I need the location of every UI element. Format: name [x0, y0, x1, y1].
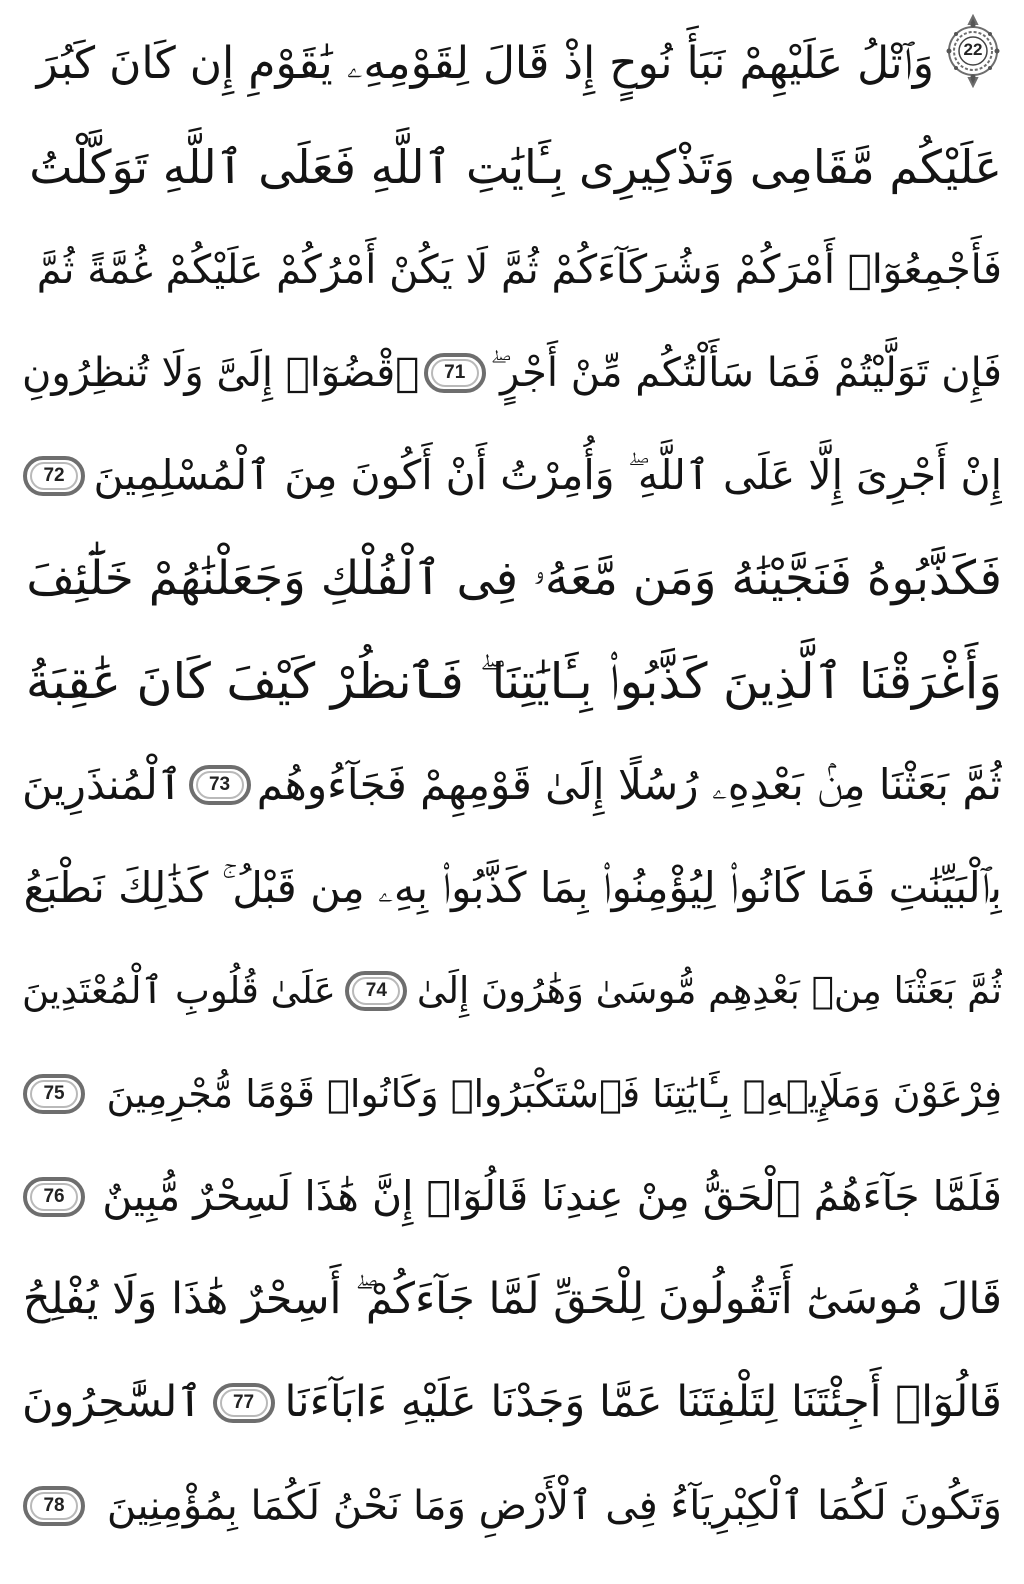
ayah-number: 77: [232, 1391, 255, 1413]
ayah-number: 76: [43, 1185, 65, 1207]
ayah-marker: [22, 453, 86, 499]
verse-text: عَلَىٰ قُلُوبِ ٱلْمُعْتَدِينَ: [22, 969, 336, 1012]
verse-text: ثُمَّ بَعَثْنَا مِنۢ بَعْدِهِم مُّوسَىٰ وَهَٰرُونَ إِلَىٰ: [416, 969, 1002, 1012]
verse-text: فَأَجْمِعُوٓا۟ أَمْرَكُمْ وَشُرَكَآءَكُمْ ثُمَّ لَا يَكُنْ أَمْرُكُمْ عَلَيْكُمْ غُمَّةً ثُمَّ: [36, 246, 1002, 293]
text-line: [22, 321, 1002, 424]
text-line: [22, 527, 1002, 630]
text-line: [22, 630, 1002, 733]
verse-text: إِنْ أَجْرِىَ إِلَّا عَلَى ٱللَّهِ ۖ وَأُمِرْتُ أَنْ أَكُونَ مِنَ ٱلْمُسْلِمِينَ: [93, 451, 1002, 499]
verse-text: فِرْعَوْنَ وَمَلَإِي۟هِۦ بِـَٔايَٰتِنَا فَٱسْتَكْبَرُوا۟ وَكَانُوا۟ قَوْمًا مُّجْرِمِينَ: [106, 1071, 1002, 1116]
ayah-number: 72: [43, 464, 65, 486]
ayah-marker: [212, 1380, 276, 1426]
text-line: [22, 12, 1002, 115]
ayah-number: 78: [43, 1494, 65, 1516]
verse-text: ٱلْمُنذَرِينَ: [22, 759, 183, 809]
text-block: [22, 12, 1002, 1557]
text-line: [22, 1145, 1002, 1248]
ayah-marker: [22, 1071, 86, 1117]
ayah-number: 75: [43, 1082, 65, 1104]
text-line: [22, 1042, 1002, 1145]
ayah-marker: [22, 1174, 86, 1220]
ayah-number: 73: [208, 773, 231, 795]
verse-text: وَٱتْلُ عَلَيْهِمْ نَبَأَ نُوحٍ إِذْ قَالَ لِقَوْمِهِۦ يَٰقَوْمِ إِن كَانَ كَبُرَ: [36, 37, 934, 89]
text-line: [22, 1454, 1002, 1557]
ayah-number: 71: [444, 361, 466, 383]
text-line: [22, 939, 1002, 1042]
verse-text: ٱقْضُوٓا۟ إِلَىَّ وَلَا تُنظِرُونِ: [22, 349, 420, 396]
verse-text: قَالَ مُوسَىٰٓ أَتَقُولُونَ لِلْحَقِّ لَمَّا جَآءَكُمْ ۖ أَسِحْرٌ هَٰذَا وَلَا يُفْلِحُ: [22, 1274, 1002, 1324]
text-line: [22, 218, 1002, 321]
verse-text: فَلَمَّا جَآءَهُمُ ٱلْحَقُّ مِنْ عِندِنَا قَالُوٓا۟ إِنَّ هَٰذَا لَسِحْرٌ مُّبِينٌ: [102, 1172, 1002, 1220]
verse-text: فَإِن تَوَلَّيْتُمْ فَمَا سَأَلْتُكُم مِّنْ أَجْرٍ ۖ: [490, 349, 1002, 396]
juz-number: 22: [963, 40, 983, 59]
ayah-number: 74: [365, 979, 387, 1001]
verse-text: بِٱلْبَيِّنَٰتِ فَمَا كَانُوا۟ لِيُؤْمِنُوا۟ بِمَا كَذَّبُوا۟ بِهِۦ مِن قَبْلُ ۚ كَذَٰلِكَ نَطْبَعُ: [23, 862, 1002, 912]
verse-text: ٱلسَّٰحِرُونَ: [22, 1377, 203, 1427]
verse-text: وَتَكُونَ لَكُمَا ٱلْكِبْرِيَآءُ فِى ٱلْأَرْضِ وَمَا نَحْنُ لَكُمَا بِمُؤْمِنِينَ: [106, 1482, 1002, 1529]
text-line: [22, 836, 1002, 939]
ayah-marker: [188, 762, 252, 808]
text-line: [22, 1351, 1002, 1454]
verse-text: ثُمَّ بَعَثْنَا مِنۢ بَعْدِهِۦ رُسُلًا إِلَىٰ قَوْمِهِمْ فَجَآءُوهُم: [256, 759, 1002, 809]
text-line: [22, 733, 1002, 836]
verse-text: فَكَذَّبُوهُ فَنَجَّيْنَٰهُ وَمَن مَّعَهُۥ فِى ٱلْفُلْكِ وَجَعَلْنَٰهُمْ خَلَٰٓئِفَ: [26, 551, 1002, 606]
ayah-marker: [22, 1483, 86, 1529]
verse-text: وَأَغْرَقْنَا ٱلَّذِينَ كَذَّبُوا۟ بِـَٔايَٰتِنَا ۖ فَٱنظُرْ كَيْفَ كَانَ عَٰقِبَةُ: [25, 653, 1002, 710]
ayah-marker: [423, 350, 487, 396]
text-line: [22, 424, 1002, 527]
verse-text: قَالُوٓا۟ أَجِئْتَنَا لِتَلْفِتَنَا عَمَّا وَجَدْنَا عَلَيْهِ ءَابَآءَنَا: [284, 1377, 1002, 1427]
text-line: [22, 115, 1002, 218]
ayah-marker: [344, 968, 408, 1014]
verse-text: عَلَيْكُم مَّقَامِى وَتَذْكِيرِى بِـَٔايَٰتِ ٱللَّهِ فَعَلَى ٱللَّهِ تَوَكَّلْتُ: [29, 139, 1002, 194]
text-line: [22, 1248, 1002, 1351]
